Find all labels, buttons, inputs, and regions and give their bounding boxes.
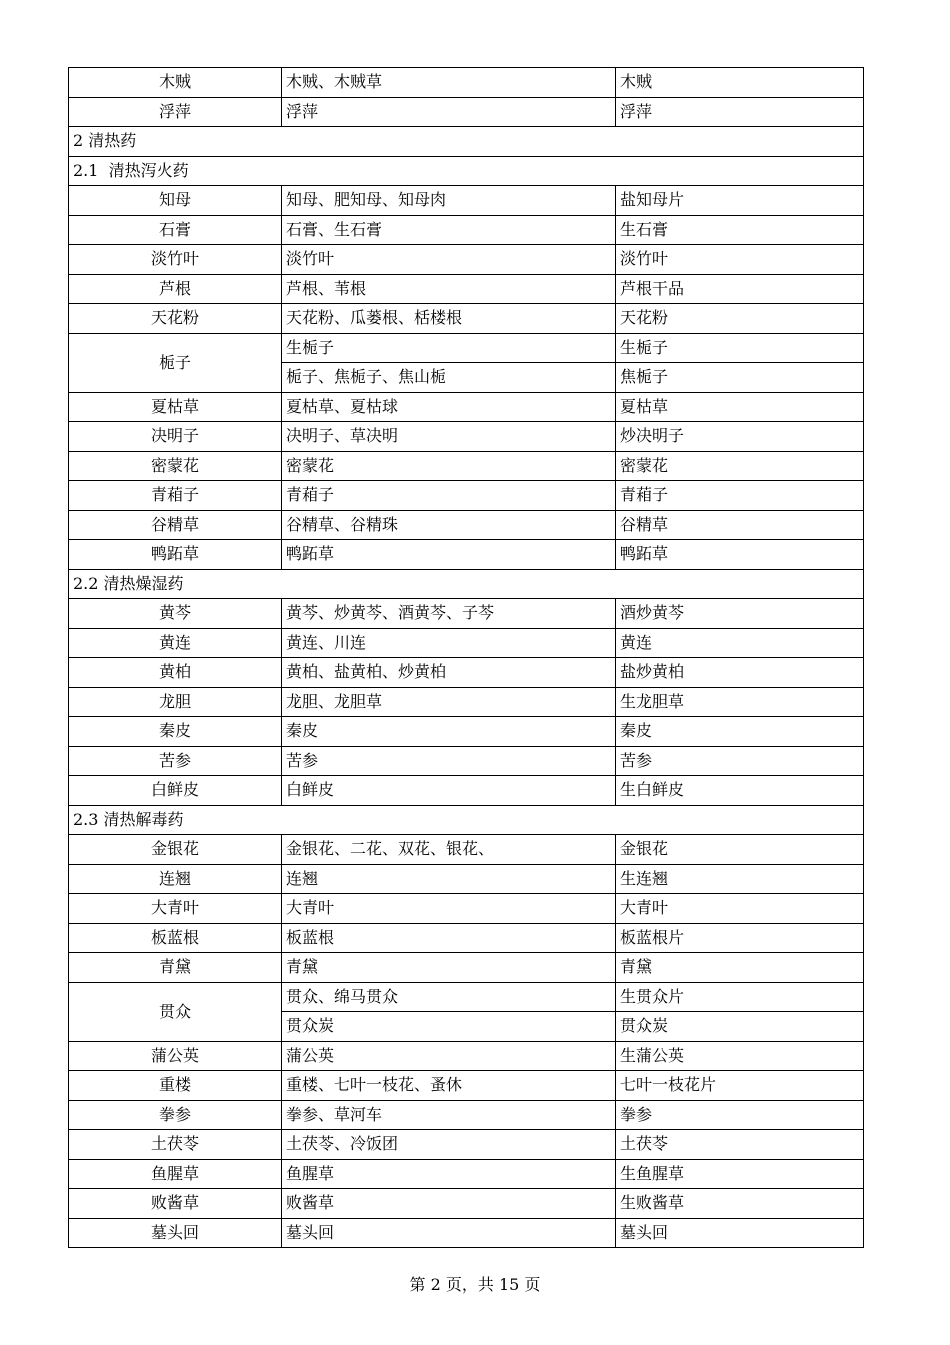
herb-name-cell: 天花粉 (69, 304, 282, 334)
table-row (69, 274, 864, 304)
herb-aliases-cell: 天花粉、瓜蒌根、栝楼根 (282, 304, 616, 334)
herb-aliases-cell: 黄柏、盐黄柏、炒黄柏 (282, 658, 616, 688)
table-row (69, 894, 864, 924)
herb-name-cell: 知母 (69, 186, 282, 216)
table-row (69, 1189, 864, 1219)
table-row (69, 923, 864, 953)
herb-spec-cell: 天花粉 (616, 304, 864, 334)
herb-spec-cell: 板蓝根片 (616, 923, 864, 953)
herb-spec-cell: 七叶一枝花片 (616, 1071, 864, 1101)
herb-name-cell: 鱼腥草 (69, 1159, 282, 1189)
herb-table (68, 67, 864, 1248)
table-row (69, 215, 864, 245)
herb-aliases-cell: 连翘 (282, 864, 616, 894)
herb-name-cell: 贯众 (69, 982, 282, 1041)
herb-spec-cell: 生败酱草 (616, 1189, 864, 1219)
table-row (69, 186, 864, 216)
herb-name-cell: 败酱草 (69, 1189, 282, 1219)
herb-name-cell: 白鲜皮 (69, 776, 282, 806)
table-row (69, 953, 864, 983)
page-footer: 第 2 页，共 15 页 (409, 1275, 541, 1294)
table-row (69, 481, 864, 511)
herb-table-body (69, 68, 864, 1248)
herb-name-cell: 密蒙花 (69, 451, 282, 481)
herb-aliases-cell: 黄芩、炒黄芩、酒黄芩、子芩 (282, 599, 616, 629)
herb-spec-cell: 浮萍 (616, 97, 864, 127)
section-row (69, 156, 864, 186)
herb-aliases-cell: 鱼腥草 (282, 1159, 616, 1189)
section-row (69, 127, 864, 157)
herb-aliases-cell: 知母、肥知母、知母肉 (282, 186, 616, 216)
herb-name-cell: 栀子 (69, 333, 282, 392)
table-row (69, 1130, 864, 1160)
herb-name-cell: 黄连 (69, 628, 282, 658)
herb-aliases-cell: 生栀子 (282, 333, 616, 363)
herb-name-cell: 淡竹叶 (69, 245, 282, 275)
herb-spec-cell: 淡竹叶 (616, 245, 864, 275)
herb-name-cell: 黄柏 (69, 658, 282, 688)
herb-aliases-cell: 大青叶 (282, 894, 616, 924)
herb-aliases-cell: 木贼、木贼草 (282, 68, 616, 98)
table-row (69, 1071, 864, 1101)
table-row (69, 68, 864, 98)
herb-name-cell: 浮萍 (69, 97, 282, 127)
herb-spec-cell: 大青叶 (616, 894, 864, 924)
herb-name-cell: 苦参 (69, 746, 282, 776)
herb-name-cell: 谷精草 (69, 510, 282, 540)
herb-name-cell: 重楼 (69, 1071, 282, 1101)
herb-name-cell: 龙胆 (69, 687, 282, 717)
herb-aliases-cell: 墓头回 (282, 1218, 616, 1248)
section-heading-cell: 2.1 清热泻火药 (69, 156, 864, 186)
table-row (69, 422, 864, 452)
herb-aliases-cell: 淡竹叶 (282, 245, 616, 275)
herb-spec-cell: 鸭跖草 (616, 540, 864, 570)
herb-aliases-cell: 决明子、草决明 (282, 422, 616, 452)
herb-aliases-cell: 青葙子 (282, 481, 616, 511)
table-row (69, 540, 864, 570)
herb-spec-cell: 墓头回 (616, 1218, 864, 1248)
herb-name-cell: 青黛 (69, 953, 282, 983)
herb-spec-cell: 生贯众片 (616, 982, 864, 1012)
herb-name-cell: 拳参 (69, 1100, 282, 1130)
herb-aliases-cell: 重楼、七叶一枝花、蚤休 (282, 1071, 616, 1101)
table-row (69, 864, 864, 894)
herb-spec-cell: 生栀子 (616, 333, 864, 363)
herb-aliases-cell: 龙胆、龙胆草 (282, 687, 616, 717)
herb-name-cell: 板蓝根 (69, 923, 282, 953)
table-row (69, 687, 864, 717)
table-row (69, 1100, 864, 1130)
herb-spec-cell: 苦参 (616, 746, 864, 776)
section-heading-cell: 2 清热药 (69, 127, 864, 157)
herb-aliases-cell: 贯众、绵马贯众 (282, 982, 616, 1012)
herb-name-cell: 金银花 (69, 835, 282, 865)
herb-spec-cell: 拳参 (616, 1100, 864, 1130)
herb-aliases-cell: 青黛 (282, 953, 616, 983)
herb-aliases-cell: 谷精草、谷精珠 (282, 510, 616, 540)
table-row (69, 97, 864, 127)
herb-spec-cell: 生石膏 (616, 215, 864, 245)
table-row (69, 510, 864, 540)
herb-name-cell: 土茯苓 (69, 1130, 282, 1160)
table-row (69, 245, 864, 275)
section-row (69, 805, 864, 835)
herb-aliases-cell: 密蒙花 (282, 451, 616, 481)
table-row (69, 333, 864, 363)
herb-name-cell: 木贼 (69, 68, 282, 98)
table-row (69, 658, 864, 688)
herb-name-cell: 墓头回 (69, 1218, 282, 1248)
table-row (69, 628, 864, 658)
herb-aliases-cell: 石膏、生石膏 (282, 215, 616, 245)
herb-aliases-cell: 金银花、二花、双花、银花、 (282, 835, 616, 865)
herb-name-cell: 决明子 (69, 422, 282, 452)
table-row (69, 599, 864, 629)
herb-spec-cell: 黄连 (616, 628, 864, 658)
table-row (69, 835, 864, 865)
section-heading-cell: 2.2 清热燥湿药 (69, 569, 864, 599)
herb-aliases-cell: 贯众炭 (282, 1012, 616, 1042)
table-row (69, 1159, 864, 1189)
herb-aliases-cell: 蒲公英 (282, 1041, 616, 1071)
herb-spec-cell: 芦根干品 (616, 274, 864, 304)
section-row (69, 569, 864, 599)
table-row (69, 776, 864, 806)
herb-spec-cell: 青黛 (616, 953, 864, 983)
herb-spec-cell: 盐知母片 (616, 186, 864, 216)
herb-spec-cell: 生鱼腥草 (616, 1159, 864, 1189)
herb-spec-cell: 夏枯草 (616, 392, 864, 422)
herb-spec-cell: 炒决明子 (616, 422, 864, 452)
table-row (69, 392, 864, 422)
herb-spec-cell: 焦栀子 (616, 363, 864, 393)
herb-aliases-cell: 栀子、焦栀子、焦山栀 (282, 363, 616, 393)
section-heading-cell: 2.3 清热解毒药 (69, 805, 864, 835)
herb-spec-cell: 秦皮 (616, 717, 864, 747)
herb-name-cell: 鸭跖草 (69, 540, 282, 570)
herb-aliases-cell: 板蓝根 (282, 923, 616, 953)
table-row (69, 451, 864, 481)
herb-aliases-cell: 苦参 (282, 746, 616, 776)
herb-spec-cell: 生龙胆草 (616, 687, 864, 717)
herb-name-cell: 青葙子 (69, 481, 282, 511)
herb-spec-cell: 生连翘 (616, 864, 864, 894)
herb-spec-cell: 土茯苓 (616, 1130, 864, 1160)
herb-name-cell: 黄芩 (69, 599, 282, 629)
table-row (69, 982, 864, 1012)
herb-spec-cell: 生蒲公英 (616, 1041, 864, 1071)
herb-spec-cell: 密蒙花 (616, 451, 864, 481)
herb-aliases-cell: 黄连、川连 (282, 628, 616, 658)
herb-name-cell: 蒲公英 (69, 1041, 282, 1071)
table-row (69, 304, 864, 334)
table-row (69, 1041, 864, 1071)
herb-aliases-cell: 芦根、苇根 (282, 274, 616, 304)
herb-name-cell: 芦根 (69, 274, 282, 304)
herb-aliases-cell: 夏枯草、夏枯球 (282, 392, 616, 422)
herb-spec-cell: 盐炒黄柏 (616, 658, 864, 688)
herb-spec-cell: 酒炒黄芩 (616, 599, 864, 629)
herb-spec-cell: 生白鲜皮 (616, 776, 864, 806)
herb-spec-cell: 青葙子 (616, 481, 864, 511)
herb-spec-cell: 谷精草 (616, 510, 864, 540)
herb-aliases-cell: 白鲜皮 (282, 776, 616, 806)
herb-aliases-cell: 秦皮 (282, 717, 616, 747)
table-row (69, 1218, 864, 1248)
herb-name-cell: 连翘 (69, 864, 282, 894)
herb-aliases-cell: 败酱草 (282, 1189, 616, 1219)
table-row (69, 746, 864, 776)
herb-spec-cell: 金银花 (616, 835, 864, 865)
herb-aliases-cell: 拳参、草河车 (282, 1100, 616, 1130)
herb-aliases-cell: 浮萍 (282, 97, 616, 127)
herb-spec-cell: 木贼 (616, 68, 864, 98)
herb-name-cell: 秦皮 (69, 717, 282, 747)
herb-name-cell: 大青叶 (69, 894, 282, 924)
herb-aliases-cell: 鸭跖草 (282, 540, 616, 570)
herb-aliases-cell: 土茯苓、冷饭团 (282, 1130, 616, 1160)
table-row (69, 717, 864, 747)
herb-name-cell: 夏枯草 (69, 392, 282, 422)
herb-name-cell: 石膏 (69, 215, 282, 245)
herb-spec-cell: 贯众炭 (616, 1012, 864, 1042)
